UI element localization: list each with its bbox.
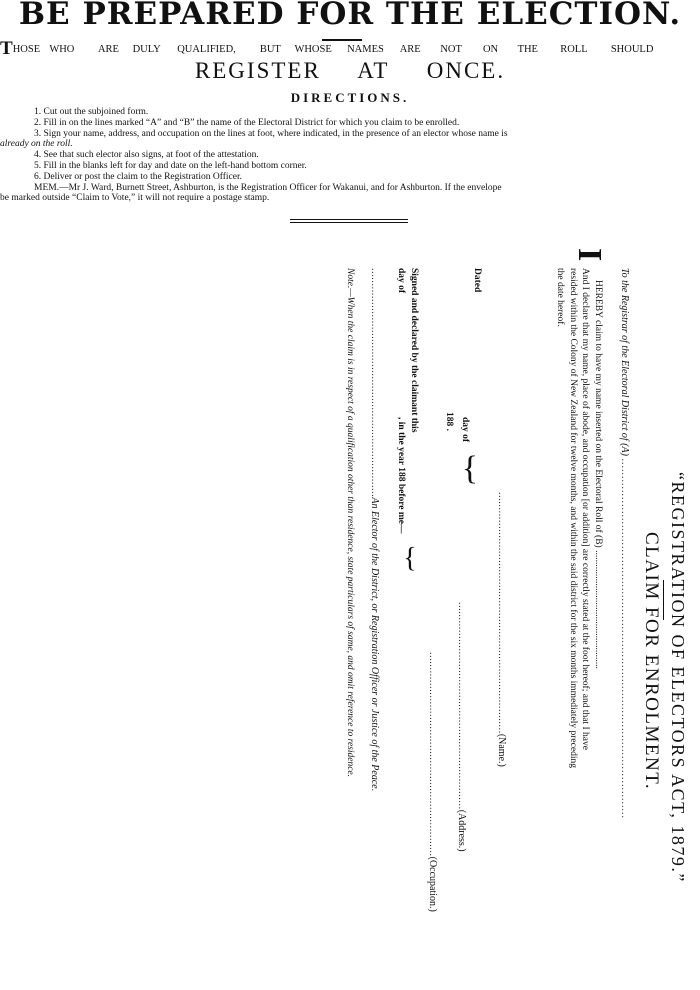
qualified-dropcap: T — [0, 38, 13, 59]
qualified-word: ARE — [97, 44, 119, 55]
direction-step: 3. Sign your name, address, and occupation on the lines at foot, where indicated, in the presence of an elector whose name is — [34, 128, 508, 139]
qualified-word: QUALIFIED, — [177, 44, 236, 55]
qualified-word: THE — [517, 44, 538, 55]
direction-step: 1. Cut out the subjoined form. — [34, 107, 149, 117]
signed-line: day of — [396, 268, 406, 294]
register-at-once: REGISTER AT ONCE. — [194, 58, 506, 83]
name-field[interactable]: ..............................................................................(Name.) — [496, 492, 507, 767]
note-text: Note.—When the claim is in respect of a qualification other than residence, state particulars of same, and omit reference to residence. — [345, 268, 355, 778]
directions-title: DIRECTIONS. — [290, 90, 410, 105]
act-title: “REGISTRATION OF ELECTORS ACT, 1879.” — [668, 472, 688, 883]
claim-line: And I declare that my name, place of abode, and occupation [or addition] are correctly stated at the foot hereof; and that I have — [580, 268, 591, 750]
qualified-word: ROLL — [560, 44, 588, 55]
elector-signature-field[interactable]: ..........................................................................An Elector of the District, or Registration Officer or Justice of the Peace. — [369, 268, 380, 792]
direction-step: 4. See that such elector also signs, at foot of the attestation. — [34, 150, 259, 161]
brace-icon: } — [403, 543, 417, 575]
dated-day-of: day of — [460, 417, 470, 443]
signed-year-line: , in the year 188 before me— — [396, 417, 406, 534]
form-title-rule — [663, 580, 664, 620]
qualified-word: WHO — [49, 44, 75, 55]
directions-list — [0, 107, 700, 204]
elector-label: An Elector of the District, or Registration Officer or Justice of the Peace. — [369, 497, 380, 792]
qualified-word: NOT — [440, 44, 462, 55]
direction-step: 6. Deliver or post the claim to the Registration Officer. — [34, 171, 242, 182]
signed-line: Signed and declared by the claimant this — [409, 268, 419, 433]
qualified-word: ON — [482, 44, 499, 55]
memorandum: MEM.—Mr J. Ward, Burnett Street, Ashburton, is the Registration Officer for Wakanui, and for Ashburton. If the envelope — [34, 182, 502, 193]
claim-line: the date hereof. — [555, 268, 566, 327]
dated-label: Dated — [472, 268, 482, 293]
section-divider — [290, 222, 408, 223]
claim-line: resided within the Colony of New Zealand for twelve months, and within the said district for the six months immediately preceding — [568, 268, 578, 768]
district-a-field[interactable]: ....................................................................................................... — [619, 458, 630, 819]
qualified-word: SHOULD — [610, 44, 654, 55]
page-headline: BE PREPARED FOR THE ELECTION. — [18, 0, 682, 32]
direction-step: 5. Fill in the blanks left for day and date on the left-hand bottom corner. — [34, 160, 307, 171]
claim-dropcap: I — [571, 248, 608, 262]
occupation-field[interactable]: ..................................................................(Occupation.) — [427, 652, 438, 912]
claim-title: CLAIM FOR ENROLMENT. — [641, 532, 662, 791]
form-note — [345, 268, 355, 777]
memorandum-continuation: be marked outside “Claim to Vote,” it will not require a postage stamp. — [0, 193, 270, 204]
to-registrar-text: To the Registrar of the Electoral District of (A) — [619, 268, 630, 456]
qualified-word: WHOSE — [294, 44, 332, 55]
address-label: (Address.) — [456, 809, 467, 852]
address-field[interactable]: ...................................................................(Address.) — [456, 602, 467, 852]
direction-step: 2. Fill in on the lines marked “A” and “B” the name of the Electoral District for which you claim to be enrolled. — [34, 117, 460, 128]
qualified-word: NAMES — [347, 44, 384, 55]
qualified-word: DULY — [132, 44, 161, 55]
to-registrar-line — [619, 268, 630, 819]
brace-icon: } — [461, 452, 479, 490]
name-label: (Name.) — [496, 733, 507, 767]
qualified-word: ARE — [399, 44, 421, 55]
claim-line: HEREBY claim to have my name inserted on the Electoral Roll of (B) .................................................. — [593, 280, 603, 669]
rule-under-names — [322, 39, 362, 41]
section-divider — [290, 219, 408, 220]
occupation-label: (Occupation.) — [427, 856, 438, 912]
qualified-word: HOSE — [12, 44, 41, 55]
claim-body — [554, 268, 604, 788]
qualified-line — [0, 38, 700, 60]
signed-declared — [394, 268, 420, 433]
claim-form — [80, 248, 700, 990]
qualified-word: BUT — [259, 44, 281, 55]
dated-year: 188 . — [444, 412, 454, 431]
direction-step-continuation: already on the roll. — [0, 139, 73, 150]
